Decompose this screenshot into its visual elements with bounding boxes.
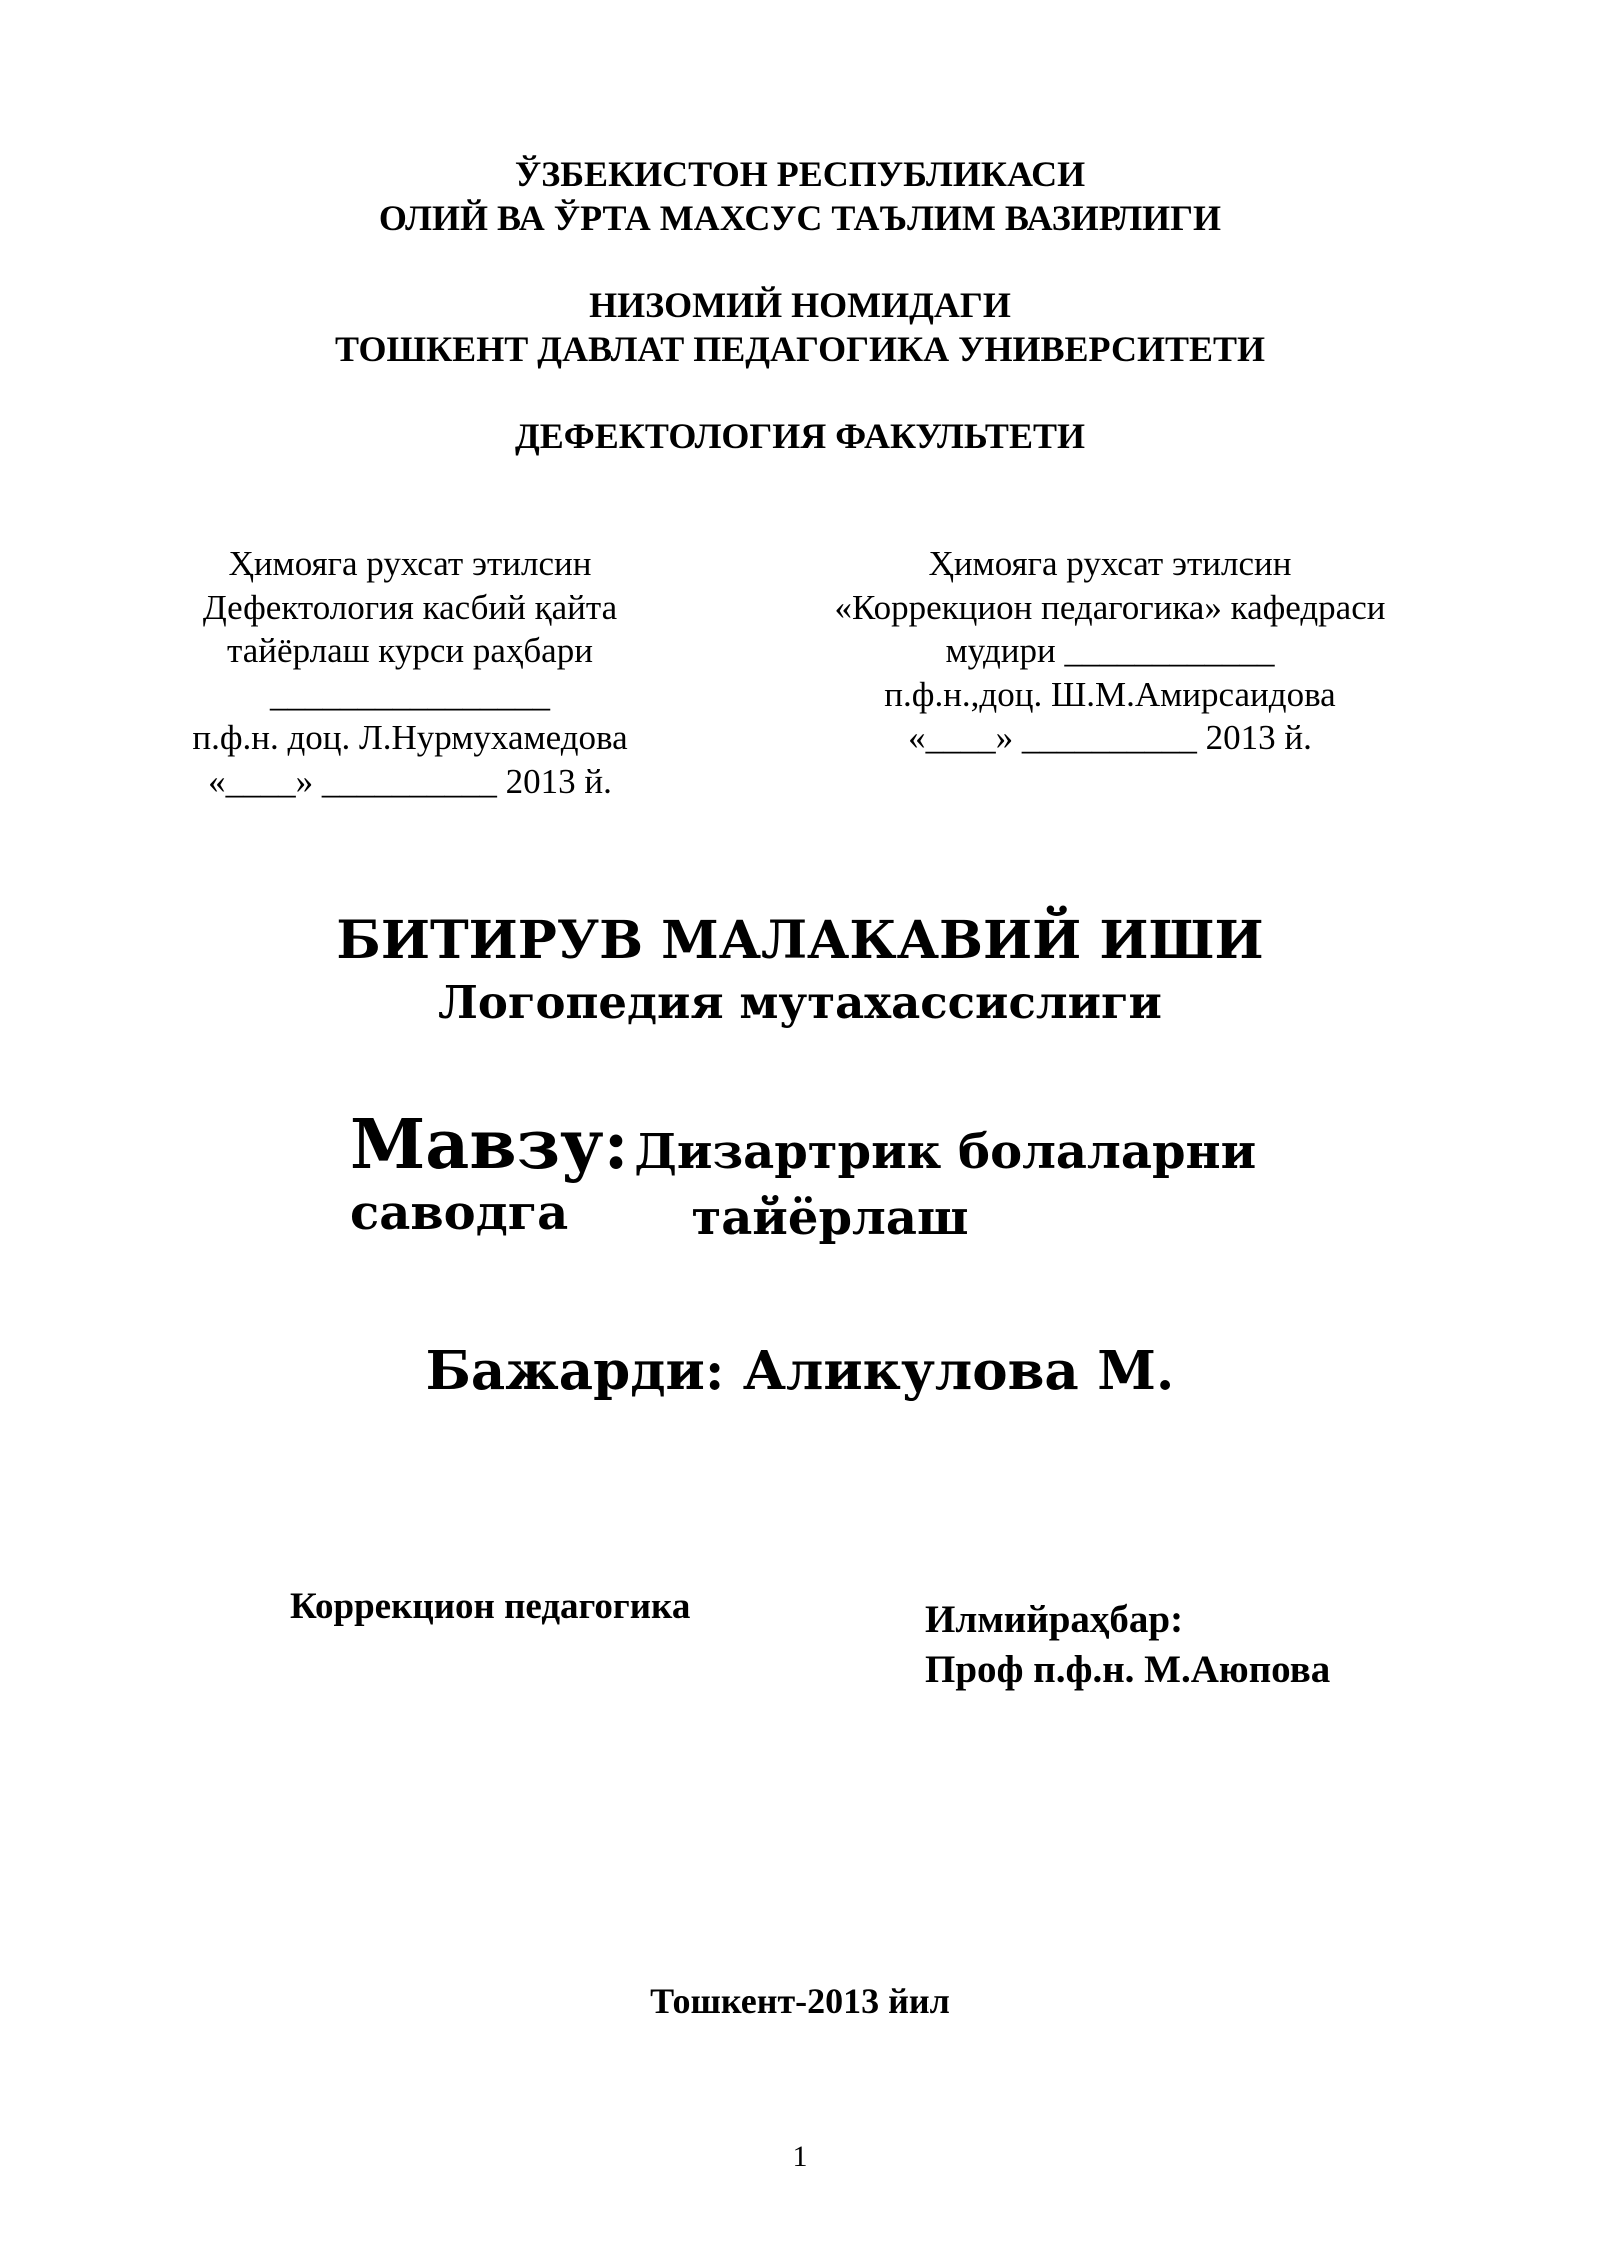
topic-label: Мавзу: [350, 1105, 629, 1185]
work-title: БИТИРУВ МАЛАКАВИЙ ИШИ [336, 910, 1264, 971]
performer: Бажарди: Аликулова М. [425, 1340, 1175, 1402]
approval-left-signature-line: ________________ [270, 674, 550, 714]
approval-right-line: мудири ____________ [945, 631, 1275, 670]
approval-left-date: «____» __________ 2013 й. [208, 761, 612, 801]
approval-left-line: Ҳимояга рухсат этилсин [228, 544, 592, 583]
topic-text-continued: тайёрлаш [691, 1190, 969, 1246]
ministry-line-2: ОЛИЙ ВА ЎРТА МАХСУС ТАЪЛИМ ВАЗИРЛИГИ [378, 198, 1222, 238]
approval-right-date: «____» __________ 2013 й. [908, 718, 1312, 757]
supervisor-label: Илмийраҳбар: [925, 1598, 1184, 1641]
city-year: Тошкент-2013 йил [650, 1981, 950, 2021]
approval-right-line: п.ф.н.,доц. Ш.М.Амирсаидова [884, 674, 1336, 714]
specialty: Логопедия мутахассислиги [438, 976, 1162, 1029]
faculty-heading: ДЕФЕКТОЛОГИЯ ФАКУЛЬТЕТИ [515, 416, 1085, 456]
ministry-line-1: ЎЗБЕКИСТОН РЕСПУБЛИКАСИ [514, 154, 1086, 194]
approval-right-line: «Коррекцион педагогика» кафедраси [834, 587, 1386, 627]
approval-right [810, 542, 1410, 760]
ministry-heading [0, 152, 1600, 240]
topic-text: Дизартрик болаларни саводга [350, 1124, 1257, 1241]
university-line-1: НИЗОМИЙ НОМИДАГИ [589, 285, 1011, 325]
supervisor [925, 1595, 1330, 1695]
approval-right-line: Ҳимояга рухсат этилсин [928, 544, 1292, 583]
page-number: 1 [792, 2140, 808, 2173]
approval-left-line: Дефектология касбий қайта [202, 587, 618, 627]
approval-left [110, 542, 710, 803]
department: Коррекцион педагогика [290, 1586, 691, 1627]
university-heading [0, 283, 1600, 371]
university-line-2: ТОШКЕНТ ДАВЛАТ ПЕДАГОГИКА УНИВЕРСИТЕТИ [335, 329, 1265, 369]
approval-left-line: п.ф.н. доц. Л.Нурмухамедова [192, 718, 628, 757]
approval-left-line: тайёрлаш курси раҳбари [227, 631, 593, 670]
supervisor-name: Проф п.ф.н. М.Аюпова [925, 1648, 1331, 1691]
